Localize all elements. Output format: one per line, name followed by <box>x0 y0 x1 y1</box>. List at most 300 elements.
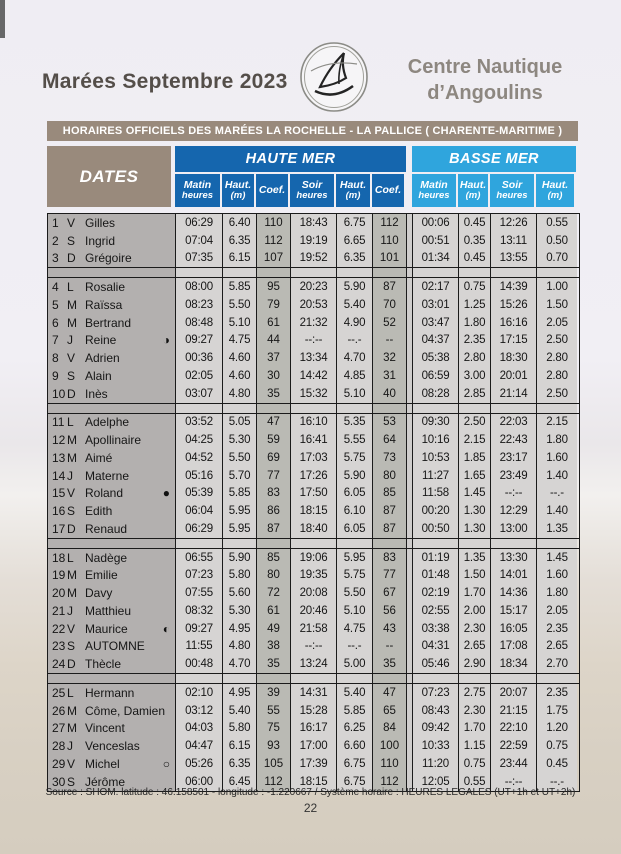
hm-soir-coef: 112 <box>373 773 407 791</box>
hm-soir-coef: 56 <box>373 602 407 620</box>
bm-matin-time: 11:27 <box>413 467 459 485</box>
day-number: 13 <box>52 450 66 465</box>
bm-matin-time: 04:37 <box>413 332 459 350</box>
spacer-cell <box>373 539 407 548</box>
bm-soir-height: 2.35 <box>537 620 577 638</box>
hm-matin-time: 06:04 <box>176 502 223 520</box>
day-number: 14 <box>52 468 66 483</box>
spacer-cell <box>373 268 407 277</box>
bm-soir-height: 2.05 <box>537 314 577 332</box>
bm-soir-height: 0.50 <box>537 232 577 250</box>
group-spacer <box>47 268 580 277</box>
spacer-cell <box>223 539 257 548</box>
moon-phase-icon: ● <box>162 486 170 501</box>
hm-soir-coef: 87 <box>373 278 407 296</box>
hm-soir-time: 15:32 <box>291 385 337 403</box>
bm-soir-height: 2.80 <box>537 349 577 367</box>
bm-soir-time: 23:49 <box>491 467 537 485</box>
bm-soir-time: 22:10 <box>491 720 537 738</box>
saint-name: Emilie <box>85 568 118 583</box>
bm-soir-height: --.- <box>537 773 577 791</box>
date-cell <box>48 655 176 673</box>
bm-matin-height: 2.35 <box>459 332 491 350</box>
bm-soir-height: 1.80 <box>537 584 577 602</box>
day-letter: L <box>67 550 74 565</box>
bm-matin-height: 2.00 <box>459 602 491 620</box>
organization-name <box>382 54 588 106</box>
bm-matin-time: 07:23 <box>413 684 459 702</box>
day-letter: M <box>67 297 77 312</box>
dates-column-header: DATES <box>47 146 171 207</box>
col-header-hm-soir <box>290 174 334 207</box>
hm-soir-coef: 32 <box>373 349 407 367</box>
spacer-cell <box>176 268 223 277</box>
col-header-bm-haut <box>536 174 574 207</box>
bm-matin-height: 1.30 <box>459 520 491 538</box>
hm-soir-time: --:-- <box>291 332 337 350</box>
bm-soir-time: 13:11 <box>491 232 537 250</box>
spacer-cell <box>48 674 176 683</box>
page-number: 22 <box>303 801 318 815</box>
hm-matin-time: 04:25 <box>176 431 223 449</box>
hm-matin-coef: 110 <box>257 214 291 232</box>
hm-soir-coef: 52 <box>373 314 407 332</box>
spacer-cell <box>337 674 373 683</box>
hm-soir-time: 19:19 <box>291 232 337 250</box>
hm-matin-time: 04:47 <box>176 737 223 755</box>
spacer-cell <box>223 268 257 277</box>
day-letter: J <box>67 739 73 754</box>
bm-soir-height: 1.35 <box>537 520 577 538</box>
bm-matin-time: 10:16 <box>413 431 459 449</box>
spacer-cell <box>373 404 407 413</box>
saint-name: Vincent <box>85 721 125 736</box>
hm-soir-time: 17:50 <box>291 485 337 503</box>
bm-matin-height: 0.45 <box>459 250 491 268</box>
bm-matin-height: 1.80 <box>459 314 491 332</box>
day-letter: S <box>67 504 76 519</box>
hm-soir-time: 18:40 <box>291 520 337 538</box>
hm-matin-height: 5.80 <box>223 567 257 585</box>
bm-matin-height: 2.30 <box>459 702 491 720</box>
bm-soir-time: 14:01 <box>491 567 537 585</box>
bm-matin-time: 09:42 <box>413 720 459 738</box>
moon-phase-icon: ○ <box>162 756 170 771</box>
hm-soir-height: 5.85 <box>337 702 373 720</box>
bm-soir-height: 1.75 <box>537 702 577 720</box>
day-letter: J <box>67 333 73 348</box>
hm-soir-time: --:-- <box>291 638 337 656</box>
saint-name: Raïssa <box>85 297 123 312</box>
bm-soir-height: 2.15 <box>537 414 577 432</box>
bm-matin-height: 1.50 <box>459 567 491 585</box>
bm-soir-height: 0.70 <box>537 250 577 268</box>
day-letter: V <box>67 621 76 636</box>
bm-matin-height: 0.75 <box>459 278 491 296</box>
week-group <box>47 277 580 403</box>
day-letter: M <box>67 450 77 465</box>
saint-name: Adelphe <box>85 415 130 430</box>
spacer-cell <box>337 268 373 277</box>
hm-soir-height: 6.05 <box>337 520 373 538</box>
spacer-cell <box>491 674 537 683</box>
bm-matin-time: 09:30 <box>413 414 459 432</box>
hm-matin-time: 09:27 <box>176 332 223 350</box>
hm-matin-height: 6.35 <box>223 755 257 773</box>
saint-name: Aimé <box>85 450 113 465</box>
bm-matin-height: 2.30 <box>459 620 491 638</box>
day-number: 4 <box>52 280 59 295</box>
spacer-cell <box>291 404 337 413</box>
day-letter: S <box>67 639 76 654</box>
bm-soir-time: 18:30 <box>491 349 537 367</box>
hm-matin-coef: 30 <box>257 367 291 385</box>
col-header-hm-haut <box>336 174 370 207</box>
date-cell <box>48 584 176 602</box>
date-cell <box>48 737 176 755</box>
bm-soir-time: 20:01 <box>491 367 537 385</box>
bm-matin-height: 2.65 <box>459 638 491 656</box>
hm-soir-height: 4.75 <box>337 620 373 638</box>
day-number: 20 <box>52 586 66 601</box>
week-group <box>47 548 580 674</box>
bm-soir-time: 17:08 <box>491 638 537 656</box>
hm-soir-time: 20:23 <box>291 278 337 296</box>
hm-soir-height: 5.40 <box>337 296 373 314</box>
spacer-cell <box>337 539 373 548</box>
hm-matin-coef: 75 <box>257 720 291 738</box>
week-group <box>47 213 580 268</box>
bm-matin-time: 01:19 <box>413 549 459 567</box>
saint-name: Rosalie <box>85 280 126 295</box>
day-letter: D <box>67 386 76 401</box>
bm-soir-height: 2.05 <box>537 602 577 620</box>
bm-matin-height: 1.15 <box>459 737 491 755</box>
hm-matin-time: 02:10 <box>176 684 223 702</box>
spacer-cell <box>491 404 537 413</box>
saint-name: Venceslas <box>85 739 140 754</box>
hm-matin-height: 4.70 <box>223 655 257 673</box>
hm-soir-height: 5.00 <box>337 655 373 673</box>
date-cell <box>48 296 176 314</box>
day-letter: S <box>67 368 76 383</box>
hm-soir-coef: 73 <box>373 449 407 467</box>
hm-soir-coef: 53 <box>373 414 407 432</box>
day-number: 5 <box>52 297 59 312</box>
hm-matin-coef: 39 <box>257 684 291 702</box>
col-header-label: Soir <box>501 179 523 191</box>
day-number: 1 <box>52 215 59 230</box>
bm-soir-height: 2.70 <box>537 655 577 673</box>
bm-matin-time: 01:48 <box>413 567 459 585</box>
spacer-cell <box>257 539 291 548</box>
hm-matin-coef: 38 <box>257 638 291 656</box>
bm-matin-height: 1.30 <box>459 502 491 520</box>
date-cell <box>48 250 176 268</box>
hm-soir-coef: 35 <box>373 655 407 673</box>
spacer-cell <box>491 268 537 277</box>
spacer-cell <box>176 539 223 548</box>
bm-matin-height: 0.75 <box>459 755 491 773</box>
date-cell <box>48 414 176 432</box>
tide-table-body <box>47 213 580 792</box>
day-letter: M <box>67 568 77 583</box>
hm-soir-height: 6.25 <box>337 720 373 738</box>
scan-corner-mark <box>0 0 5 38</box>
col-header-bm-haut <box>458 174 488 207</box>
day-number: 18 <box>52 550 66 565</box>
day-letter: L <box>67 280 74 295</box>
day-letter: M <box>67 703 77 718</box>
date-cell <box>48 684 176 702</box>
bm-matin-height: 2.75 <box>459 684 491 702</box>
hm-soir-coef: 77 <box>373 567 407 585</box>
col-header-label: Haut. <box>541 179 569 191</box>
hm-soir-time: 13:34 <box>291 349 337 367</box>
date-cell <box>48 332 176 350</box>
saint-name: Hermann <box>85 685 135 700</box>
hm-matin-coef: 72 <box>257 584 291 602</box>
hm-matin-height: 6.35 <box>223 232 257 250</box>
hm-matin-time: 05:39 <box>176 485 223 503</box>
hm-soir-coef: -- <box>373 638 407 656</box>
moon-phase-icon: ◑ <box>162 333 170 348</box>
hm-soir-coef: 101 <box>373 250 407 268</box>
hm-soir-height: 5.10 <box>337 602 373 620</box>
bm-soir-height: 0.45 <box>537 755 577 773</box>
spacer-cell <box>291 539 337 548</box>
saint-name: Apollinaire <box>85 433 142 448</box>
bm-soir-time: 13:30 <box>491 549 537 567</box>
hm-matin-height: 4.80 <box>223 638 257 656</box>
saint-name: Michel <box>85 756 120 771</box>
day-letter: D <box>67 251 76 266</box>
day-number: 28 <box>52 739 66 754</box>
bm-matin-time: 12:05 <box>413 773 459 791</box>
hm-soir-height: 6.35 <box>337 250 373 268</box>
hm-matin-coef: 93 <box>257 737 291 755</box>
date-cell <box>48 314 176 332</box>
hm-soir-time: 16:10 <box>291 414 337 432</box>
bm-soir-time: 15:26 <box>491 296 537 314</box>
spacer-cell <box>413 539 459 548</box>
hm-soir-coef: 47 <box>373 684 407 702</box>
col-header-label: Matin <box>183 179 212 191</box>
day-number: 3 <box>52 251 59 266</box>
day-number: 12 <box>52 433 66 448</box>
day-letter: S <box>67 233 76 248</box>
hm-matin-coef: 80 <box>257 567 291 585</box>
col-header-label: Coef. <box>258 184 286 197</box>
bm-soir-height: 2.80 <box>537 367 577 385</box>
bm-matin-time: 00:20 <box>413 502 459 520</box>
official-schedule-banner: HORAIRES OFFICIELS DES MARÉES LA ROCHELLE - LA PALLICE ( CHARENTE-MARITIME ) <box>47 121 578 141</box>
date-cell <box>48 431 176 449</box>
hm-soir-time: 16:17 <box>291 720 337 738</box>
col-header-unit: (m) <box>465 190 481 202</box>
bm-soir-time: 13:55 <box>491 250 537 268</box>
date-cell <box>48 702 176 720</box>
spacer-cell <box>413 674 459 683</box>
group-spacer <box>47 404 580 413</box>
hm-matin-time: 06:00 <box>176 773 223 791</box>
spacer-cell <box>537 404 577 413</box>
hm-soir-coef: 87 <box>373 502 407 520</box>
hm-soir-height: --.- <box>337 332 373 350</box>
bm-matin-time: 11:20 <box>413 755 459 773</box>
date-cell <box>48 520 176 538</box>
hm-soir-coef: 80 <box>373 467 407 485</box>
bm-matin-time: 10:33 <box>413 737 459 755</box>
day-number: 7 <box>52 333 59 348</box>
date-cell <box>48 367 176 385</box>
saint-name: Bertrand <box>85 315 132 330</box>
saint-name: Inès <box>85 386 108 401</box>
bm-soir-height: 1.00 <box>537 278 577 296</box>
day-letter: S <box>67 774 76 789</box>
hm-matin-time: 06:29 <box>176 214 223 232</box>
spacer-cell <box>491 539 537 548</box>
hm-matin-height: 5.70 <box>223 467 257 485</box>
day-letter: J <box>67 468 73 483</box>
day-letter: V <box>67 351 76 366</box>
hm-matin-coef: 112 <box>257 773 291 791</box>
hm-soir-coef: 43 <box>373 620 407 638</box>
hm-matin-height: 5.90 <box>223 549 257 567</box>
hm-soir-height: 4.70 <box>337 349 373 367</box>
day-letter: V <box>67 215 76 230</box>
bm-soir-time: 22:03 <box>491 414 537 432</box>
bm-soir-time: 12:29 <box>491 502 537 520</box>
spacer-cell <box>48 404 176 413</box>
date-cell <box>48 214 176 232</box>
group-spacer <box>47 539 580 548</box>
hm-matin-coef: 105 <box>257 755 291 773</box>
col-header-label: Haut. <box>459 179 487 191</box>
day-letter: L <box>67 415 74 430</box>
bm-soir-height: 1.60 <box>537 567 577 585</box>
day-number: 24 <box>52 657 66 672</box>
date-cell <box>48 602 176 620</box>
day-number: 25 <box>52 685 66 700</box>
saint-name: Matthieu <box>85 603 132 618</box>
hm-matin-coef: 37 <box>257 349 291 367</box>
day-number: 23 <box>52 639 66 654</box>
saint-name: Ingrid <box>85 233 116 248</box>
hm-matin-height: 4.75 <box>223 332 257 350</box>
spacer-cell <box>176 674 223 683</box>
hm-soir-coef: 84 <box>373 720 407 738</box>
date-cell <box>48 467 176 485</box>
hm-matin-height: 6.45 <box>223 773 257 791</box>
bm-matin-height: 1.70 <box>459 720 491 738</box>
spacer-cell <box>537 539 577 548</box>
day-letter: M <box>67 315 77 330</box>
col-header-unit: heures <box>296 190 328 202</box>
bm-matin-time: 01:34 <box>413 250 459 268</box>
day-number: 10 <box>52 386 66 401</box>
saint-name: Gilles <box>85 215 116 230</box>
spacer-cell <box>413 268 459 277</box>
date-cell <box>48 485 176 503</box>
col-header-bm-soir <box>490 174 534 207</box>
bm-matin-height: 0.35 <box>459 232 491 250</box>
hm-matin-time: 05:16 <box>176 467 223 485</box>
haute-mer-section-header: HAUTE MER <box>175 146 406 172</box>
col-header-label: Matin <box>420 179 448 191</box>
date-cell <box>48 549 176 567</box>
hm-matin-time: 08:32 <box>176 602 223 620</box>
bm-soir-time: 13:00 <box>491 520 537 538</box>
date-cell <box>48 449 176 467</box>
hm-soir-height: 5.95 <box>337 549 373 567</box>
day-number: 6 <box>52 315 59 330</box>
hm-soir-time: 13:24 <box>291 655 337 673</box>
hm-matin-height: 6.15 <box>223 250 257 268</box>
bm-soir-time: 14:36 <box>491 584 537 602</box>
hm-soir-height: 5.90 <box>337 467 373 485</box>
bm-soir-time: 21:14 <box>491 385 537 403</box>
day-number: 26 <box>52 703 66 718</box>
date-cell <box>48 502 176 520</box>
hm-matin-time: 03:52 <box>176 414 223 432</box>
hm-soir-coef: 85 <box>373 485 407 503</box>
spacer-cell <box>459 539 491 548</box>
bm-soir-height: 2.50 <box>537 385 577 403</box>
hm-soir-coef: 65 <box>373 702 407 720</box>
hm-matin-coef: 112 <box>257 232 291 250</box>
date-cell <box>48 620 176 638</box>
spacer-cell <box>291 674 337 683</box>
bm-matin-time: 08:28 <box>413 385 459 403</box>
hm-soir-time: 20:53 <box>291 296 337 314</box>
hm-soir-height: 5.90 <box>337 278 373 296</box>
bm-matin-height: 0.45 <box>459 214 491 232</box>
spacer-cell <box>291 268 337 277</box>
hm-matin-time: 04:03 <box>176 720 223 738</box>
hm-matin-time: 00:36 <box>176 349 223 367</box>
hm-soir-coef: 31 <box>373 367 407 385</box>
hm-matin-coef: 61 <box>257 602 291 620</box>
bm-matin-height: 1.45 <box>459 485 491 503</box>
saint-name: AUTOMNE <box>85 639 145 654</box>
day-number: 21 <box>52 603 66 618</box>
date-cell <box>48 349 176 367</box>
hm-soir-coef: 64 <box>373 431 407 449</box>
bm-matin-height: 2.15 <box>459 431 491 449</box>
hm-soir-coef: 83 <box>373 549 407 567</box>
hm-soir-time: 18:15 <box>291 773 337 791</box>
bm-soir-time: 23:44 <box>491 755 537 773</box>
bm-soir-time: 14:39 <box>491 278 537 296</box>
date-cell <box>48 755 176 773</box>
spacer-cell <box>537 674 577 683</box>
bm-matin-time: 11:58 <box>413 485 459 503</box>
hm-matin-coef: 47 <box>257 414 291 432</box>
spacer-cell <box>537 268 577 277</box>
date-cell <box>48 567 176 585</box>
bm-soir-time: --:-- <box>491 485 537 503</box>
bm-soir-height: 2.65 <box>537 638 577 656</box>
day-number: 22 <box>52 621 66 636</box>
hm-matin-time: 03:12 <box>176 702 223 720</box>
bm-soir-time: 22:59 <box>491 737 537 755</box>
basse-mer-section-header: BASSE MER <box>412 146 576 172</box>
bm-matin-height: 1.65 <box>459 467 491 485</box>
hm-matin-height: 4.60 <box>223 367 257 385</box>
hm-soir-coef: 100 <box>373 737 407 755</box>
day-letter: M <box>67 586 77 601</box>
